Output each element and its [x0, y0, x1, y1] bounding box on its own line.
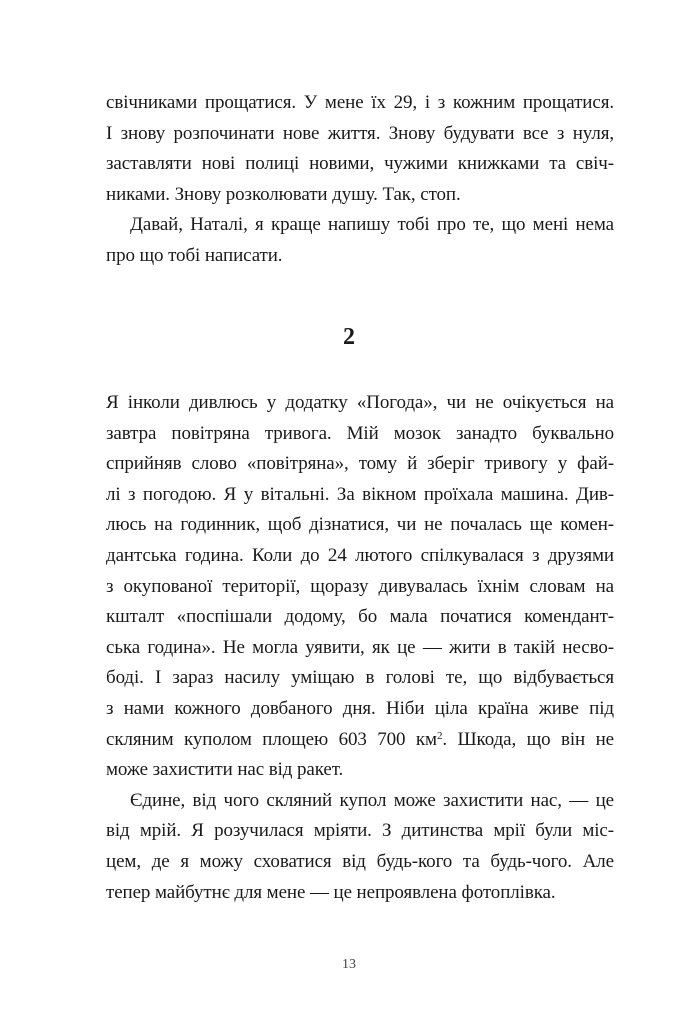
text-line: никами. Знову розколювати душу. Так, стоп.	[106, 183, 461, 205]
text-line: І знову розпочинати нове життя. Знову будувати все з нуля,	[106, 122, 614, 144]
text-line: ська година». Не могла уявити, як це — жити в такій несво-	[106, 636, 614, 658]
text-line: тепер майбутнє для мене — це непроявлена фотоплівка.	[106, 881, 556, 903]
paragraph-first-line: Давай, Наталі, я краще напишу тобі про те, що мені нема	[130, 214, 614, 236]
text-line: з нами кожного довбаного дня. Ніби ціла країна живе під	[106, 697, 614, 719]
text-line: лі з погодою. Я у вітальні. За вікном проїхала машина. Див-	[106, 483, 614, 505]
page-number: 13	[342, 957, 356, 972]
superscript: 2	[436, 729, 443, 742]
section-2	[106, 388, 614, 908]
text-line-with-superscript	[106, 725, 614, 756]
area-text-tail: . Шкода, що він не	[442, 728, 614, 750]
text-line: дантська година. Коли до 24 лютого спілкувалася з друзями	[106, 544, 614, 566]
text-line: кшталт «поспішали додому, бо мала початися комендант-	[106, 606, 614, 628]
text-line: свічниками прощатися. У мене їх 29, і з кожним прощатися.	[106, 92, 614, 113]
section-1	[106, 88, 614, 272]
text-line: сприйняв слово «повітряна», тому й зберіг тривогу у фай-	[106, 453, 614, 475]
text-line: від мрій. Я розучилася мріяти. З дитинства мрії були міс-	[106, 820, 614, 842]
text-line: завтра повітряна тривога. Мій мозок занадто буквально	[106, 422, 614, 444]
chapter-number: 2	[343, 324, 355, 350]
text-line: заставляти нові полиці новими, чужими книжками та свіч-	[106, 153, 614, 175]
text-line: люсь на годинник, щоб дізнатися, чи не почалась ще комен-	[106, 514, 614, 536]
text-line: Я інколи дивлюсь у додатку «Погода», чи не очікується на	[106, 392, 614, 413]
text-line: з окупованої території, щоразу дивувалась їхнім словам на	[106, 575, 614, 597]
text-line: цем, де я можу сховатися від будь-кого та будь-чого. Але	[106, 850, 614, 872]
text-line: боді. І зараз насилу уміщаю в голові те, що відбувається	[106, 667, 614, 689]
area-text: скляним куполом площею 603 700 км	[106, 728, 437, 750]
paragraph-first-line: Єдине, від чого скляний купол може захистити нас, — це	[130, 789, 614, 811]
text-line: може захистити нас від ракет.	[106, 759, 344, 781]
text-line: про що тобі написати.	[106, 244, 283, 266]
